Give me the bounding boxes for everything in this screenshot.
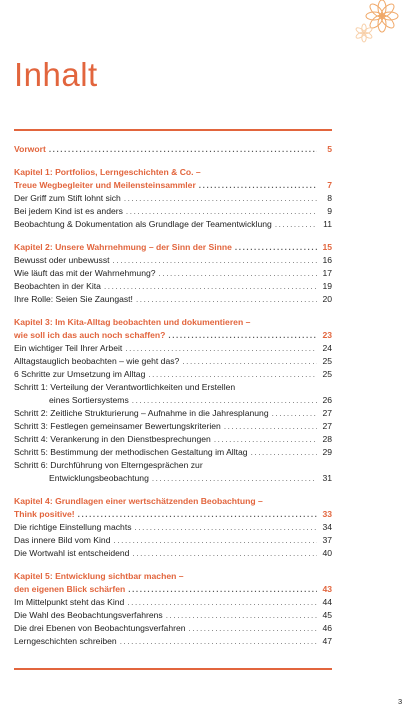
chapter-heading-line1[interactable]: Kapitel 4: Grundlagen einer wertschätzenden Beobachtung – (14, 496, 263, 506)
toc-entry[interactable] (14, 267, 332, 280)
chapter-3 (14, 316, 332, 485)
toc-page-number: 9 (327, 206, 332, 216)
toc-entry[interactable] (14, 254, 332, 267)
toc-entry-title: Ihre Rolle: Seien Sie Zaungast! (14, 294, 133, 304)
chapter-heading[interactable] (14, 508, 332, 521)
toc-entry-title: Schritt 4: Verankerung in den Dienstbesprechungen (14, 434, 211, 444)
bottom-divider (14, 668, 332, 670)
toc-page-number: 29 (322, 447, 332, 457)
toc-entry-title: Die richtige Einstellung machts (14, 522, 132, 532)
toc-page-number: 26 (322, 395, 332, 405)
toc-entry[interactable] (14, 622, 332, 635)
toc-entry-title: Die drei Ebenen von Beobachtungsverfahren (14, 623, 186, 633)
toc-entry-title: Das innere Bild vom Kind (14, 535, 111, 545)
toc-entry-title: Beobachten in der Kita (14, 281, 101, 291)
chapter-1 (14, 166, 332, 231)
chapter-heading-line2: wie soll ich das auch noch schaffen? (14, 330, 166, 340)
chapter-heading-line2: Treue Wegbegleiter und Meilensteinsammler (14, 180, 196, 190)
toc-entry[interactable] (14, 534, 332, 547)
flower-decoration (300, 0, 407, 60)
toc-entry-title: Ein wichtiger Teil Ihrer Arbeit (14, 343, 123, 353)
toc-page-number: 44 (322, 597, 332, 607)
chapter-4 (14, 495, 332, 560)
toc-entry-title: Lerngeschichten schreiben (14, 636, 117, 646)
toc-entry-title: Im Mittelpunkt steht das Kind (14, 597, 125, 607)
toc-step[interactable] (14, 472, 332, 485)
toc-page-number: 27 (322, 408, 332, 418)
toc-entry-title: Beobachtung & Dokumentation als Grundlage der Teamentwicklung (14, 219, 272, 229)
toc-entry-title: Schritt 3: Festlegen gemeinsamer Bewertungskriterien (14, 421, 221, 431)
toc-entry[interactable] (14, 205, 332, 218)
chapter-heading-line2: den eigenen Blick schärfen (14, 584, 126, 594)
chapter-heading-line1[interactable]: Kapitel 1: Portfolios, Lerngeschichten & Co. – (14, 167, 201, 177)
toc-page-number: 25 (322, 356, 332, 366)
toc-step-line1[interactable]: Schritt 6: Durchführung von Elterngesprächen zur (14, 460, 203, 470)
toc-entry[interactable] (14, 596, 332, 609)
chapter-heading[interactable] (14, 241, 332, 254)
top-divider (14, 129, 332, 131)
toc-entry-title: Der Griff zum Stift lohnt sich (14, 193, 121, 203)
chapter-heading-line1[interactable]: Kapitel 5: Entwicklung sichtbar machen – (14, 571, 184, 581)
toc-page-number: 43 (322, 584, 332, 594)
toc-entry-vorwort[interactable] (14, 143, 332, 156)
toc-entry-title: Die Wahl des Beobachtungsverfahrens (14, 610, 163, 620)
toc-step-line2: eines Sortiersystems (49, 395, 129, 405)
chapter-heading[interactable] (14, 329, 332, 342)
toc-step[interactable] (14, 446, 332, 459)
toc-entry[interactable] (14, 635, 332, 648)
toc-entry-title: Schritt 2: Zeitliche Strukturierung – Aufnahme in die Jahresplanung (14, 408, 269, 418)
toc-entry[interactable] (14, 547, 332, 560)
chapter-heading-line1[interactable]: Kapitel 3: Im Kita-Alltag beobachten und dokumentieren – (14, 317, 251, 327)
chapter-heading[interactable] (14, 583, 332, 596)
toc-page-number: 23 (322, 330, 332, 340)
toc-entry-title: Bei jedem Kind ist es anders (14, 206, 123, 216)
toc-page-number: 5 (327, 144, 332, 154)
toc-page-number: 15 (322, 242, 332, 252)
toc-entry[interactable] (14, 293, 332, 306)
toc-entry[interactable] (14, 218, 332, 231)
page-title: Inhalt (14, 56, 98, 93)
toc-entry-title: Alltagstauglich beobachten – wie geht das? (14, 356, 180, 366)
toc-page-number: 37 (322, 535, 332, 545)
toc-entry-title: Wie läuft das mit der Wahrnehmung? (14, 268, 156, 278)
page-number: 3 (398, 697, 403, 706)
toc-page-number: 16 (322, 255, 332, 265)
toc-page-number: 46 (322, 623, 332, 633)
toc-step-line1[interactable]: Schritt 1: Verteilung der Verantwortlichkeiten und Erstellen (14, 382, 236, 392)
toc-entry-title: Schritt 5: Bestimmung der methodischen Gestaltung im Alltag (14, 447, 248, 457)
toc-page-number: 47 (322, 636, 332, 646)
table-of-contents (14, 143, 332, 648)
toc-page-number: 8 (327, 193, 332, 203)
chapter-heading-title: Kapitel 2: Unsere Wahrnehmung – der Sinn der Sinne (14, 242, 232, 252)
chapter-5 (14, 570, 332, 648)
toc-page-number: 28 (322, 434, 332, 444)
toc-step-line2: Entwicklungsbeobachtung (49, 473, 149, 483)
toc-entry-title: 6 Schritte zur Umsetzung im Alltag (14, 369, 146, 379)
toc-step[interactable] (14, 420, 332, 433)
toc-page-number: 19 (322, 281, 332, 291)
toc-page-number: 11 (323, 219, 332, 229)
toc-entry[interactable] (14, 342, 332, 355)
toc-entry[interactable] (14, 609, 332, 622)
toc-page-number: 34 (322, 522, 332, 532)
toc-entry[interactable] (14, 521, 332, 534)
toc-page-number: 17 (322, 268, 332, 278)
toc-page-number: 25 (322, 369, 332, 379)
toc-page-number: 27 (322, 421, 332, 431)
chapter-heading-line2: Think positive! (14, 509, 75, 519)
toc-page-number: 20 (322, 294, 332, 304)
toc-page-number: 45 (322, 610, 332, 620)
toc-step[interactable] (14, 407, 332, 420)
toc-entry-title: Die Wortwahl ist entscheidend (14, 548, 130, 558)
chapter-2 (14, 241, 332, 306)
toc-step[interactable] (14, 394, 332, 407)
toc-entry[interactable] (14, 192, 332, 205)
toc-page-number: 31 (322, 473, 332, 483)
chapter-heading[interactable] (14, 179, 332, 192)
toc-entry-title: Bewusst oder unbewusst (14, 255, 110, 265)
toc-page-number: 33 (322, 509, 332, 519)
toc-entry[interactable] (14, 280, 332, 293)
toc-entry[interactable] (14, 368, 332, 381)
toc-page-number: 7 (327, 180, 332, 190)
toc-entry[interactable] (14, 355, 332, 368)
toc-page-number: 24 (322, 343, 332, 353)
toc-entry-title: Vorwort (14, 144, 46, 154)
toc-step[interactable] (14, 433, 332, 446)
toc-page-number: 40 (322, 548, 332, 558)
